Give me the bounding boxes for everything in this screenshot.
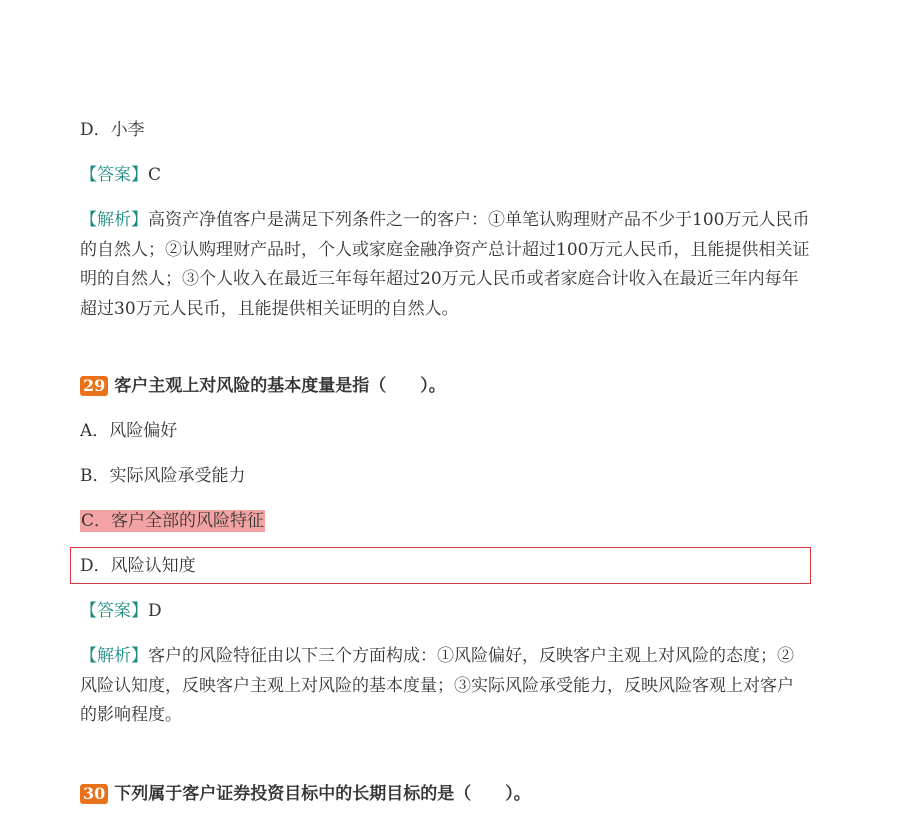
q28-analysis-text: 高资产净值客户是满足下列条件之一的客户：①单笔认购理财产品不少于100万元人民币的自然人；②认购理财产品时，个人或家庭金融净资产总计超过100万元人民币，且能提供相关证明的自然人；③个人收入在最近三年每年超过20万元人民币或者家庭合计收入在最近三年内每年超过30万元人民币，且能提供相关证明的自然人。	[80, 210, 810, 319]
q29-option-c-highlight: C．客户全部的风险特征	[81, 511, 265, 531]
q29-analysis-text: 客户的风险特征由以下三个方面构成：①风险偏好，反映客户主观上对风险的态度；②风险认知度，反映客户主观上对风险的基本度量；③实际风险承受能力，反映风险客观上对客户的影响程度。	[80, 646, 794, 725]
q29-option-a[interactable]: A．风险偏好	[80, 421, 178, 441]
q29-heading	[80, 374, 446, 398]
q29-answer	[80, 599, 162, 623]
q28-answer-value: C	[148, 165, 162, 185]
q28-option-d: D．小李	[80, 120, 145, 140]
q30-heading	[80, 782, 531, 806]
q28-answer-tag: 【答案】	[80, 165, 148, 185]
q29-analysis	[80, 642, 810, 731]
q29-analysis-tag: 【解析】	[80, 646, 148, 666]
q30-question-text: 下列属于客户证券投资目标中的长期目标的是（ ）。	[114, 784, 531, 804]
q29-option-d[interactable]: D．风险认知度	[80, 556, 196, 576]
q29-option-b[interactable]: B．实际风险承受能力	[80, 466, 246, 486]
q29-answer-value: D	[148, 601, 162, 621]
q29-question-text: 客户主观上对风险的基本度量是指（ ）。	[114, 376, 446, 396]
q30-number-badge: 30	[80, 784, 108, 804]
q29-number-badge: 29	[80, 376, 108, 396]
q28-analysis-tag: 【解析】	[80, 210, 148, 230]
q28-answer	[80, 163, 161, 187]
q29-answer-tag: 【答案】	[80, 601, 148, 621]
q28-analysis	[80, 206, 810, 324]
q29-option-c[interactable]	[80, 509, 265, 533]
